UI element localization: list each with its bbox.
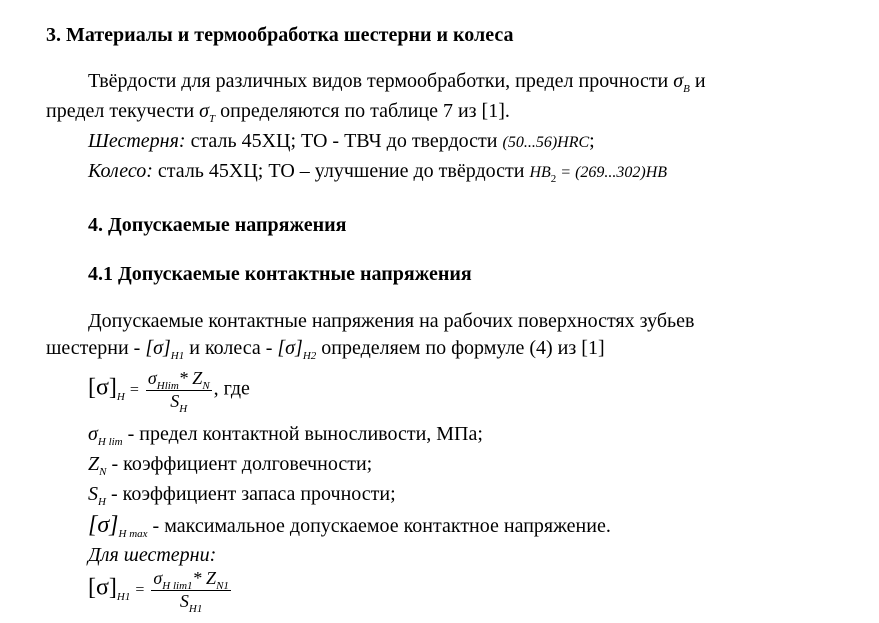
section-3-paragraph-line-1 [88,70,706,93]
text-segment: шестерни - [46,337,141,359]
text-segment: и колеса - [189,337,273,359]
sigma-h2-symbol: $[\sigma]_{H2}$ [277,337,317,362]
definition-symbol: $S_H$ [88,483,106,508]
section-3-heading: 3. Материалы и термообработка шестерни и колеса [46,24,514,46]
text-segment: предел текучести [46,100,195,122]
definition-zn [88,453,372,476]
definition-sigma-hlim [88,423,483,446]
formula-numerator: $\sigma_{Hlim}*$ $Z_N$ [147,368,210,392]
section-3-paragraph-line-2 [46,100,510,123]
definition-text: - максимальное допускаемое контактное напряжение. [152,515,611,537]
formula-allowable-contact-stress [88,368,250,415]
definition-sh [88,483,396,506]
definition-text: - предел контактной выносливости, МПа; [127,423,483,445]
pinion-hardness-value: (50...56)HRC [502,134,590,151]
pinion-text: сталь 45ХЦ; ТО - ТВЧ до твердости [190,130,498,152]
formula-lhs-subscript: H [116,390,125,403]
definition-symbol: $[\sigma]_{H max}$ [88,512,148,540]
text-segment: определяются по таблице 7 из [1]. [220,100,510,122]
wheel-text: сталь 45ХЦ; ТО – улучшение до твёрдости [157,160,525,182]
formula-fraction [151,568,231,615]
wheel-label: Колесо: [88,160,153,182]
formula-tail: , где [213,377,250,400]
pinion-line-end: ; [589,130,595,152]
formula-fraction [146,368,212,415]
for-pinion-label: Для шестерни: [88,544,217,566]
sigma-b-symbol: $\sigma_B$ [673,70,690,95]
formula-denominator: $S_H$ [146,390,212,412]
wheel-material-line [88,160,667,183]
sigma-h1-symbol: $[\sigma]_{H1}$ [145,337,185,362]
formula-numerator: $\sigma_{H lim1}*$ $Z_{N1}$ [153,568,229,592]
definition-text: - коэффициент запаса прочности; [110,483,396,505]
formula-equals: = [129,381,139,399]
definition-symbol: $Z_N$ [88,453,107,478]
formula-equals: = [135,581,145,599]
section-4-1-heading: 4.1 Допускаемые контактные напряжения [88,263,472,285]
pinion-label: Шестерня: [88,130,186,152]
text-segment: определяем по формуле (4) из [1] [321,337,605,359]
sigma-t-symbol: $\sigma_T$ [199,100,216,125]
definition-symbol: $\sigma_{H lim}$ [88,423,123,448]
section-4-1-paragraph-line-2 [46,337,605,360]
definition-text: - коэффициент долговечности; [111,453,373,475]
formula-pinion-allowable-stress [88,568,233,615]
formula-lhs-subscript: H1 [116,590,131,603]
section-4-1-paragraph-line-1: Допускаемые контактные напряжения на рабочих поверхностях зубьев [88,310,695,332]
section-4-heading: 4. Допускаемые напряжения [88,214,347,236]
wheel-hardness-value: $HB_2 = (269...302)HB$ [529,164,668,185]
text-segment: и [694,70,706,92]
formula-lhs: [σ] [88,574,117,601]
formula-lhs: [σ] [88,374,117,401]
formula-denominator: $S_{H1}$ [151,590,231,612]
text-segment: Твёрдости для различных видов термообработки, предел прочности [88,70,669,92]
pinion-material-line [88,130,595,153]
definition-sigma-hmax [88,512,611,539]
